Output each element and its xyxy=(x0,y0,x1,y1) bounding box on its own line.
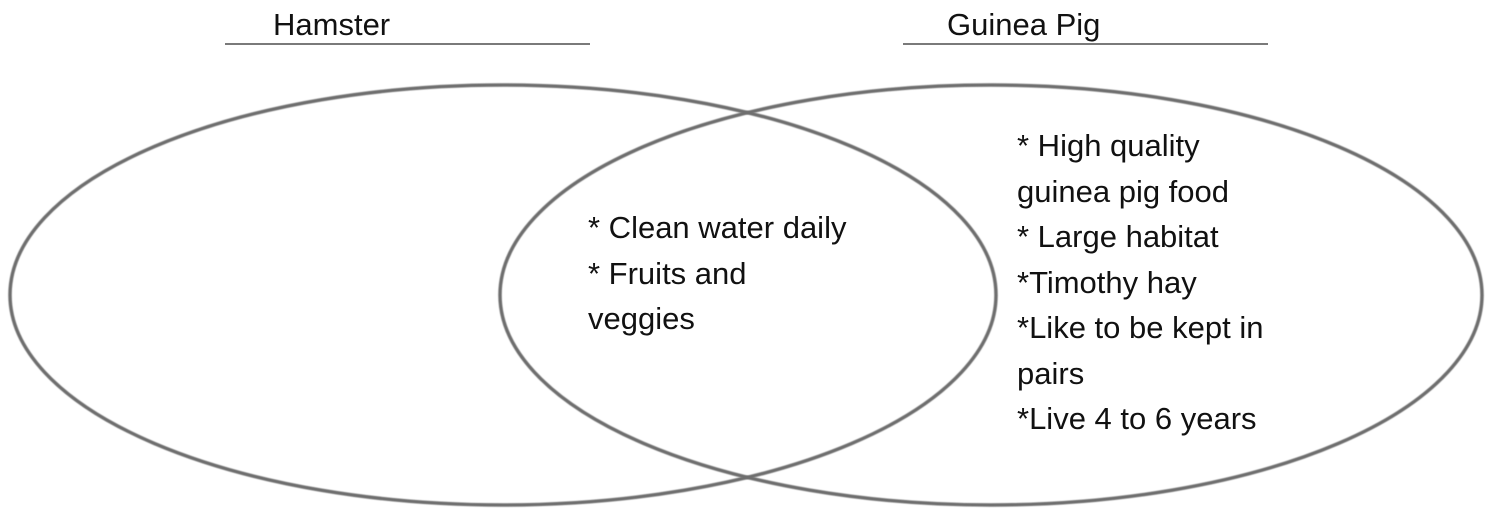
hamster-title: Hamster xyxy=(273,7,391,42)
guinea-pig-item: *Live 4 to 6 years xyxy=(1017,401,1257,436)
guinea-pig-item: *Timothy hay xyxy=(1017,264,1197,300)
overlap-region-list xyxy=(588,205,846,342)
hamster-circle xyxy=(10,85,996,505)
overlap-item: * Fruits and xyxy=(588,255,747,291)
guinea-pig-item: *Like to be kept in xyxy=(1017,310,1264,345)
guinea-pig-title-underline xyxy=(903,43,1268,45)
overlap-item: * Clean water daily xyxy=(588,210,847,245)
guinea-pig-item: * Large habitat xyxy=(1017,219,1219,254)
guinea-pig-region-list xyxy=(1017,123,1263,442)
hamster-title-underline xyxy=(225,43,590,45)
overlap-item: veggies xyxy=(588,301,695,336)
guinea-pig-title: Guinea Pig xyxy=(947,7,1101,42)
guinea-pig-item: pairs xyxy=(1017,355,1085,391)
guinea-pig-item: guinea pig food xyxy=(1017,173,1230,209)
guinea-pig-item: * High quality xyxy=(1017,128,1200,163)
